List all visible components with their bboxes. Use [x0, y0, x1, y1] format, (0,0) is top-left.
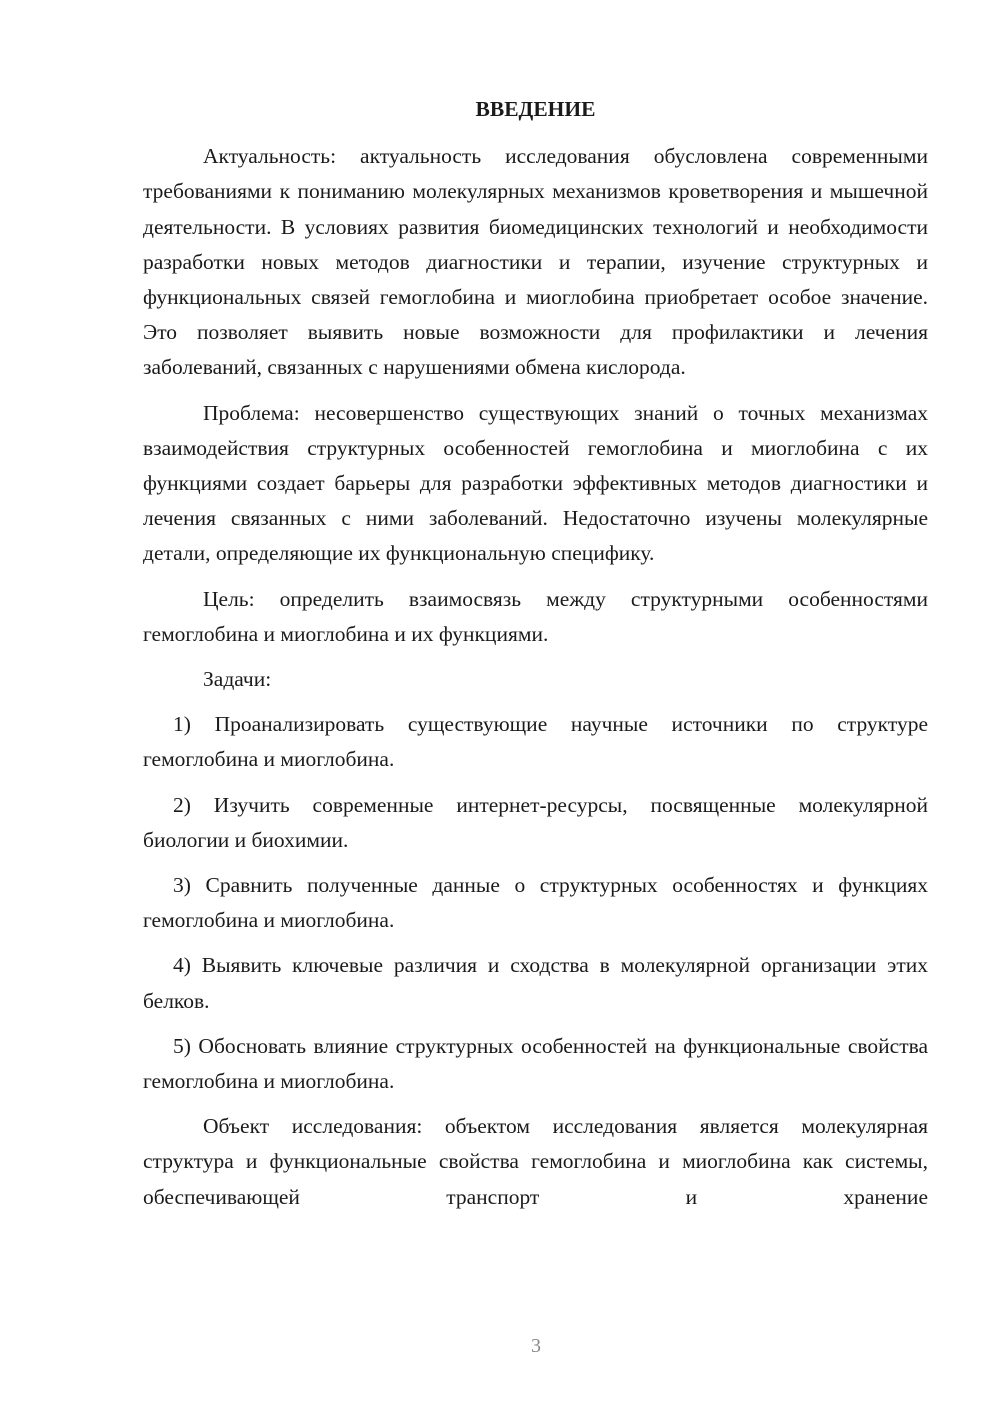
paragraph-object: Объект исследования: объектом исследования является молекулярная структура и функциональные свойства гемоглобина и миоглобина как системы, обеспечивающей транспорт и хранение: [143, 1114, 928, 1209]
task-item: 3) Сравнить полученные данные о структурных особенностях и функциях гемоглобина и миоглобина.: [143, 873, 928, 933]
task-item: 5) Обосновать влияние структурных особенностей на функциональные свойства гемоглобина и миоглобина.: [143, 1033, 928, 1094]
paragraph-relevance: Актуальность: актуальность исследования обусловлена современными требованиями к пониманию молекулярных механизмов кроветворения и мышечной деятельности. В условиях развития биомедицинских технологий и необходимости разработки новых методов диагностики и терапии, изучение структурных и функциональных связей гемоглобина и миоглобина приобретает особое значение. Это позволяет выявить новые возможности для профилактики и лечения заболеваний, связанных с нарушениями обмена кислорода.: [143, 144, 928, 380]
paragraph-goal: Цель: определить взаимосвязь между структурными особенностями гемоглобина и миоглобина и их функциями.: [143, 586, 928, 646]
task-item: 2) Изучить современные интернет-ресурсы, посвященные молекулярной биологии и биохимии.: [143, 792, 928, 852]
task-item: 4) Выявить ключевые различия и сходства в молекулярной организации этих белков.: [143, 953, 928, 1013]
section-title: ВВЕДЕНИЕ: [475, 97, 596, 121]
page-content: [143, 92, 928, 1225]
page-number: 3: [531, 1335, 541, 1357]
task-item: 1) Проанализировать существующие научные источники по структуре гемоглобина и миоглобина.: [143, 712, 928, 772]
paragraph-problem: Проблема: несовершенство существующих знаний о точных механизмах взаимодействия структурных особенностей гемоглобина и миоглобина с их функциями создает барьеры для разработки эффективных методов диагностики и лечения связанных с ними заболеваний. Недостаточно изучены молекулярные детали, определяющие их функциональную специфику.: [143, 400, 928, 566]
tasks-heading: Задачи:: [203, 667, 272, 692]
